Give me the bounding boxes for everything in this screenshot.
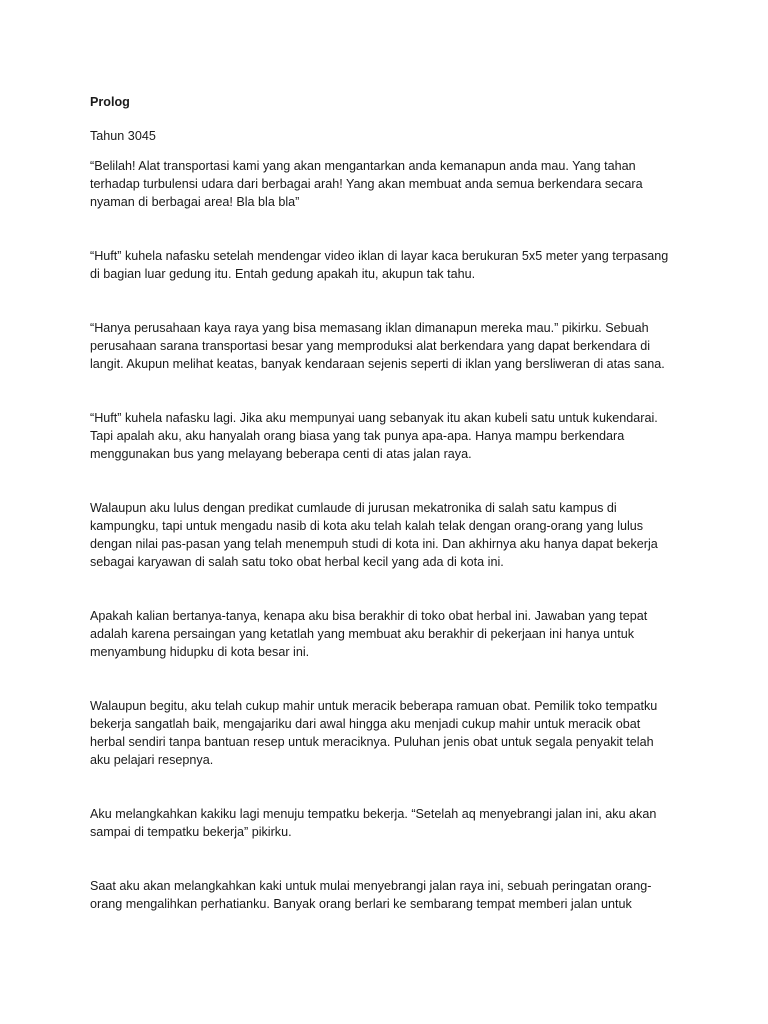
paragraph-line: adalah karena persaingan yang ketatlah yang membuat aku berakhir di pekerjaan ini hanya untuk (90, 627, 634, 641)
paragraph-line: menyambung hidupku di kota besar ini. (90, 645, 310, 659)
paragraph-line: menggunakan bus yang melayang beberapa centi di atas jalan raya. (90, 447, 472, 461)
paragraph-gap (90, 211, 680, 247)
paragraph (90, 247, 680, 283)
paragraph-line: perusahaan sarana transportasi besar yang memproduksi alat berkendara yang dapat berkendara di (90, 339, 651, 353)
paragraph (90, 805, 680, 841)
paragraph-line: orang mengalihkan perhatianku. Banyak orang berlari ke sembarang tempat memberi jalan untuk (90, 897, 632, 911)
spacer (90, 145, 680, 157)
paragraph-line: Walaupun begitu, aku telah cukup mahir untuk meracik beberapa ramuan obat. Pemilik toko tempatku (90, 699, 658, 713)
paragraph-line: Tapi apalah aku, aku hanyalah orang biasa yang tak punya apa-apa. Hanya mampu berkendara (90, 429, 625, 443)
paragraph (90, 409, 680, 463)
paragraph-line: Walaupun aku lulus dengan predikat cumlaude di jurusan mekatronika di salah satu kampus di (90, 501, 617, 515)
paragraph-line: “Hanya perusahaan kaya raya yang bisa memasang iklan dimanapun mereka mau.” pikirku. Sebuah (90, 321, 649, 335)
paragraph-gap (90, 373, 680, 409)
paragraph-line: sampai di tempatku bekerja” pikirku. (90, 825, 292, 839)
paragraph-gap (90, 463, 680, 499)
paragraph-line: terhadap turbulensi udara dari berbagai arah! Yang akan membuat anda semua berkendara secara (90, 177, 643, 191)
paragraph-line: kampungku, tapi untuk mengadu nasib di kota aku telah kalah telak dengan orang-orang yang lulus (90, 519, 644, 533)
paragraph-line: Apakah kalian bertanya-tanya, kenapa aku bisa berakhir di toko obat herbal ini. Jawaban yang tepat (90, 609, 648, 623)
paragraph (90, 697, 680, 769)
chapter-heading: Prolog (90, 95, 130, 109)
paragraph-line: “Huft” kuhela nafasku setelah mendengar video iklan di layar kaca berukuran 5x5 meter yang terpasang (90, 249, 669, 263)
paragraph-gap (90, 661, 680, 697)
paragraph-line: aku pelajari resepnya. (90, 753, 214, 767)
paragraph-line: dengan nilai pas-pasan yang telah menempuh studi di kota ini. Dan akhirnya aku hanya dapat bekerja (90, 537, 658, 551)
paragraph (90, 877, 680, 913)
paragraph-line: herbal sendiri tanpa bantuan resep untuk meraciknya. Puluhan jenis obat untuk segala penyakit telah (90, 735, 654, 749)
paragraph-line: Saat aku akan melangkahkan kaki untuk mulai menyebrangi jalan raya ini, sebuah peringatan orang- (90, 879, 652, 893)
paragraph-line: di bagian luar gedung itu. Entah gedung apakah itu, akupun tak tahu. (90, 267, 476, 281)
document-body (90, 93, 680, 913)
paragraph-line: sebagai karyawan di salah satu toko obat herbal kecil yang ada di kota ini. (90, 555, 504, 569)
paragraph-list (90, 157, 680, 913)
paragraph-line: “Huft” kuhela nafasku lagi. Jika aku mempunyai uang sebanyak itu akan kubeli satu untuk kukendarai. (90, 411, 658, 425)
paragraph-gap (90, 769, 680, 805)
paragraph-gap (90, 283, 680, 319)
paragraph-line: nyaman di berbagai area! Bla bla bla” (90, 195, 300, 209)
paragraph-line: Aku melangkahkan kakiku lagi menuju tempatku bekerja. “Setelah aq menyebrangi jalan ini, aku akan (90, 807, 657, 821)
paragraph (90, 499, 680, 571)
paragraph (90, 319, 680, 373)
paragraph (90, 607, 680, 661)
chapter-year: Tahun 3045 (90, 129, 156, 143)
paragraph-gap (90, 841, 680, 877)
paragraph-line: “Belilah! Alat transportasi kami yang akan mengantarkan anda kemanapun anda mau. Yang tahan (90, 159, 636, 173)
paragraph-line: langit. Akupun melihat keatas, banyak kendaraan sejenis seperti di iklan yang bersliweran di atas sana. (90, 357, 665, 371)
paragraph (90, 157, 680, 211)
paragraph-line: bekerja sangatlah baik, mengajariku dari awal hingga aku menjadi cukup mahir untuk meracik obat (90, 717, 641, 731)
paragraph-gap (90, 571, 680, 607)
